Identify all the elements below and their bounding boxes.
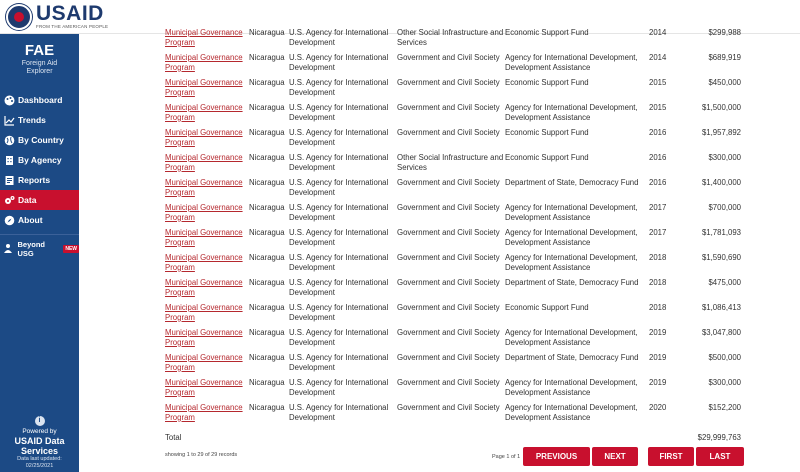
compass-icon bbox=[3, 214, 15, 226]
next-button[interactable]: NEXT bbox=[592, 447, 638, 466]
cell-year: 2020 bbox=[649, 403, 667, 412]
cell-country: Nicaragua bbox=[249, 353, 285, 362]
cell-year: 2019 bbox=[649, 378, 667, 387]
sidebar-item-label: Trends bbox=[18, 115, 46, 125]
sidebar-item-by-agency[interactable] bbox=[0, 150, 79, 170]
cell-funding: Department of State, Democracy Fund bbox=[505, 278, 639, 287]
first-button[interactable]: FIRST bbox=[648, 447, 694, 466]
cell-agency: U.S. Agency for International Development bbox=[289, 153, 389, 172]
sidebar bbox=[0, 34, 79, 472]
table-row bbox=[165, 228, 741, 253]
cell-sector: Government and Civil Society bbox=[397, 353, 500, 362]
table-row bbox=[165, 278, 741, 303]
cell-project bbox=[165, 78, 249, 103]
table-row bbox=[165, 353, 741, 378]
logo-text: USAID bbox=[36, 2, 104, 25]
cell-funding: Economic Support Fund bbox=[505, 28, 589, 37]
cell-funding: Department of State, Democracy Fund bbox=[505, 353, 639, 362]
cell-project bbox=[165, 178, 249, 203]
app-name-line2: Explorer bbox=[26, 68, 53, 75]
cell-amount: $689,919 bbox=[708, 53, 741, 62]
cell-agency: U.S. Agency for International Development bbox=[289, 403, 389, 422]
table-row bbox=[165, 128, 741, 153]
cell-project bbox=[165, 403, 249, 428]
cell-funding: Agency for International Development, Development Assistance bbox=[505, 103, 638, 122]
cell-agency: U.S. Agency for International Development bbox=[289, 28, 389, 47]
cell-project bbox=[165, 303, 249, 328]
cell-amount: $1,500,000 bbox=[701, 103, 741, 112]
cell-year: 2018 bbox=[649, 253, 667, 262]
cell-funding: Agency for International Development, Development Assistance bbox=[505, 253, 638, 272]
cell-country: Nicaragua bbox=[249, 403, 285, 412]
sidebar-item-by-country[interactable] bbox=[0, 130, 79, 150]
cell-sector: Government and Civil Society bbox=[397, 328, 500, 337]
info-icon: i bbox=[35, 416, 45, 426]
table-row bbox=[165, 203, 741, 228]
cell-agency: U.S. Agency for International Development bbox=[289, 253, 389, 272]
table-footer bbox=[79, 444, 800, 472]
cell-amount: $300,000 bbox=[708, 378, 741, 387]
cell-agency: U.S. Agency for International Development bbox=[289, 228, 389, 247]
cell-country: Nicaragua bbox=[249, 178, 285, 187]
table-row bbox=[165, 378, 741, 403]
usaid-seal-icon bbox=[6, 4, 32, 30]
sidebar-item-label: By Country bbox=[18, 135, 64, 145]
cell-country: Nicaragua bbox=[249, 53, 285, 62]
cell-agency: U.S. Agency for International Development bbox=[289, 53, 389, 72]
cell-sector: Government and Civil Society bbox=[397, 228, 500, 237]
sidebar-item-about[interactable] bbox=[0, 210, 79, 230]
project-link[interactable]: Municipal Governance Program bbox=[165, 353, 243, 372]
report-icon bbox=[3, 174, 15, 186]
cell-country: Nicaragua bbox=[249, 253, 285, 262]
cell-amount: $299,988 bbox=[708, 28, 741, 37]
table-row bbox=[165, 28, 741, 53]
cell-sector: Government and Civil Society bbox=[397, 178, 500, 187]
cell-agency: U.S. Agency for International Development bbox=[289, 303, 389, 322]
cell-project bbox=[165, 103, 249, 128]
table-row bbox=[165, 78, 741, 103]
cell-sector: Government and Civil Society bbox=[397, 128, 500, 137]
cell-amount: $475,000 bbox=[708, 278, 741, 287]
cell-country: Nicaragua bbox=[249, 378, 285, 387]
cell-amount: $3,047,800 bbox=[701, 328, 741, 337]
cell-year: 2019 bbox=[649, 353, 667, 362]
app-abbr: FAE bbox=[24, 42, 55, 59]
cell-project bbox=[165, 353, 249, 378]
cell-country: Nicaragua bbox=[249, 278, 285, 287]
project-link[interactable]: Municipal Governance Program bbox=[165, 378, 243, 397]
project-link[interactable]: Municipal Governance Program bbox=[165, 303, 243, 322]
cell-funding: Agency for International Development, Development Assistance bbox=[505, 228, 638, 247]
cell-year: 2016 bbox=[649, 128, 667, 137]
cell-sector: Government and Civil Society bbox=[397, 278, 500, 287]
beyond-usg-label: Beyond USG bbox=[17, 240, 45, 258]
sidebar-item-label: Dashboard bbox=[18, 95, 63, 105]
cell-agency: U.S. Agency for International Development bbox=[289, 378, 389, 397]
cell-amount: $700,000 bbox=[708, 203, 741, 212]
project-link[interactable]: Municipal Governance Program bbox=[165, 328, 243, 347]
sidebar-item-label: About bbox=[18, 215, 43, 225]
cell-project bbox=[165, 278, 249, 303]
cell-amount: $1,590,690 bbox=[701, 253, 741, 262]
cell-country: Nicaragua bbox=[249, 28, 285, 37]
new-badge: NEW bbox=[65, 246, 77, 252]
cell-project bbox=[165, 228, 249, 253]
cell-country: Nicaragua bbox=[249, 328, 285, 337]
sidebar-item-data[interactable] bbox=[0, 190, 79, 210]
person-icon bbox=[3, 243, 14, 255]
data-updated-date: 02/25/2021 bbox=[25, 463, 54, 469]
cell-year: 2016 bbox=[649, 178, 667, 187]
records-count: showing 1 to 29 of 29 records bbox=[165, 452, 238, 458]
project-link[interactable]: Municipal Governance Program bbox=[165, 103, 243, 122]
gears-icon bbox=[3, 194, 15, 206]
sidebar-item-dashboard[interactable] bbox=[0, 90, 79, 110]
logo-tagline: FROM THE AMERICAN PEOPLE bbox=[36, 24, 109, 29]
cell-funding: Economic Support Fund bbox=[505, 303, 589, 312]
cell-year: 2017 bbox=[649, 203, 667, 212]
cell-project bbox=[165, 128, 249, 153]
app-name-line1: Foreign Aid bbox=[21, 60, 58, 67]
previous-button[interactable]: PREVIOUS bbox=[523, 447, 590, 466]
cell-agency: U.S. Agency for International Development bbox=[289, 103, 389, 122]
sidebar-item-label: Data bbox=[18, 195, 37, 205]
trend-chart-icon bbox=[3, 114, 15, 126]
cell-funding: Economic Support Fund bbox=[505, 153, 589, 162]
cell-funding: Economic Support Fund bbox=[505, 128, 589, 137]
cell-year: 2015 bbox=[649, 103, 667, 112]
total-label: Total bbox=[165, 433, 182, 442]
cell-year: 2018 bbox=[649, 278, 667, 287]
cell-funding: Agency for International Development, Development Assistance bbox=[505, 378, 638, 397]
project-link[interactable]: Municipal Governance Program bbox=[165, 78, 243, 97]
table-row bbox=[165, 328, 741, 353]
cell-sector: Government and Civil Society bbox=[397, 78, 500, 87]
cell-project bbox=[165, 53, 249, 78]
cell-funding: Agency for International Development, Development Assistance bbox=[505, 403, 638, 422]
cell-sector: Government and Civil Society bbox=[397, 253, 500, 262]
table-row bbox=[165, 303, 741, 328]
powered-by-label: Powered by bbox=[22, 428, 57, 435]
sidebar-nav bbox=[0, 90, 79, 230]
cell-year: 2019 bbox=[649, 328, 667, 337]
sidebar-item-label: By Agency bbox=[18, 155, 62, 165]
cell-sector: Government and Civil Society bbox=[397, 303, 500, 312]
cell-funding: Agency for International Development, Development Assistance bbox=[505, 203, 638, 222]
cell-year: 2015 bbox=[649, 78, 667, 87]
cell-sector: Government and Civil Society bbox=[397, 53, 500, 62]
powered-by-name-line2[interactable]: Services bbox=[20, 446, 59, 456]
project-link[interactable]: Municipal Governance Program bbox=[165, 128, 243, 147]
cell-year: 2016 bbox=[649, 153, 667, 162]
app-brand[interactable] bbox=[0, 34, 79, 90]
cell-funding: Economic Support Fund bbox=[505, 78, 589, 87]
globe-icon bbox=[3, 134, 15, 146]
cell-country: Nicaragua bbox=[249, 228, 285, 237]
page-info: Page 1 of 1 bbox=[492, 454, 521, 460]
cell-sector: Government and Civil Society bbox=[397, 403, 500, 412]
cell-amount: $1,086,413 bbox=[701, 303, 741, 312]
sidebar-item-reports[interactable] bbox=[0, 170, 79, 190]
project-link[interactable]: Municipal Governance Program bbox=[165, 153, 243, 172]
sidebar-item-trends[interactable] bbox=[0, 110, 79, 130]
cell-amount: $1,957,892 bbox=[701, 128, 741, 137]
sidebar-item-beyond-usg[interactable] bbox=[0, 239, 79, 259]
cell-country: Nicaragua bbox=[249, 128, 285, 137]
cell-agency: U.S. Agency for International Development bbox=[289, 278, 389, 297]
cell-funding: Department of State, Democracy Fund bbox=[505, 178, 639, 187]
table-row bbox=[165, 253, 741, 278]
project-link[interactable]: Municipal Governance Program bbox=[165, 228, 243, 247]
cell-sector: Government and Civil Society bbox=[397, 378, 500, 387]
powered-by-name-line1[interactable]: USAID Data bbox=[14, 436, 65, 446]
sidebar-item-label: Reports bbox=[18, 175, 51, 185]
cell-year: 2018 bbox=[649, 303, 667, 312]
cell-project bbox=[165, 28, 249, 53]
palette-icon bbox=[3, 94, 15, 106]
table-row bbox=[165, 153, 741, 178]
project-link[interactable]: Municipal Governance Program bbox=[165, 178, 243, 197]
cell-amount: $500,000 bbox=[708, 353, 741, 362]
project-link[interactable]: Municipal Governance Program bbox=[165, 53, 243, 72]
cell-country: Nicaragua bbox=[249, 153, 285, 162]
cell-year: 2014 bbox=[649, 53, 667, 62]
cell-sector: Government and Civil Society bbox=[397, 103, 500, 112]
table-row bbox=[165, 403, 741, 428]
project-link[interactable]: Municipal Governance Program bbox=[165, 28, 243, 47]
project-link[interactable]: Municipal Governance Program bbox=[165, 203, 243, 222]
cell-sector: Other Social Infrastructure and Services bbox=[397, 153, 504, 172]
last-button[interactable]: LAST bbox=[696, 447, 744, 466]
total-amount: $29,999,763 bbox=[697, 433, 741, 442]
cell-funding: Agency for International Development, Development Assistance bbox=[505, 53, 638, 72]
powered-by-block bbox=[0, 416, 79, 470]
project-link[interactable]: Municipal Governance Program bbox=[165, 403, 243, 422]
cell-amount: $152,200 bbox=[708, 403, 741, 412]
data-updated-label: Data last updated: bbox=[17, 456, 62, 462]
cell-funding: Agency for International Development, Development Assistance bbox=[505, 328, 638, 347]
cell-project bbox=[165, 253, 249, 278]
cell-amount: $1,400,000 bbox=[701, 178, 741, 187]
cell-amount: $300,000 bbox=[708, 153, 741, 162]
nav-divider bbox=[0, 234, 79, 235]
cell-agency: U.S. Agency for International Development bbox=[289, 353, 389, 372]
table-row bbox=[165, 103, 741, 128]
table-row bbox=[165, 178, 741, 203]
cell-sector: Government and Civil Society bbox=[397, 203, 500, 212]
cell-project bbox=[165, 153, 249, 178]
cell-country: Nicaragua bbox=[249, 303, 285, 312]
cell-project bbox=[165, 328, 249, 353]
cell-agency: U.S. Agency for International Development bbox=[289, 328, 389, 347]
cell-agency: U.S. Agency for International Development bbox=[289, 78, 389, 97]
building-icon bbox=[3, 154, 15, 166]
cell-project bbox=[165, 203, 249, 228]
data-table bbox=[165, 28, 741, 444]
cell-agency: U.S. Agency for International Development bbox=[289, 203, 389, 222]
cell-project bbox=[165, 378, 249, 403]
cell-year: 2014 bbox=[649, 28, 667, 37]
cell-agency: U.S. Agency for International Development bbox=[289, 178, 389, 197]
cell-agency: U.S. Agency for International Development bbox=[289, 128, 389, 147]
main-content bbox=[79, 28, 800, 472]
usaid-logo[interactable] bbox=[6, 3, 108, 31]
cell-amount: $450,000 bbox=[708, 78, 741, 87]
table-row bbox=[165, 53, 741, 78]
cell-amount: $1,781,093 bbox=[701, 228, 741, 237]
cell-year: 2017 bbox=[649, 228, 667, 237]
cell-sector: Other Social Infrastructure and Services bbox=[397, 28, 504, 47]
project-link[interactable]: Municipal Governance Program bbox=[165, 278, 243, 297]
cell-country: Nicaragua bbox=[249, 203, 285, 212]
total-row bbox=[165, 428, 741, 444]
project-link[interactable]: Municipal Governance Program bbox=[165, 253, 243, 272]
cell-country: Nicaragua bbox=[249, 103, 285, 112]
cell-country: Nicaragua bbox=[249, 78, 285, 87]
